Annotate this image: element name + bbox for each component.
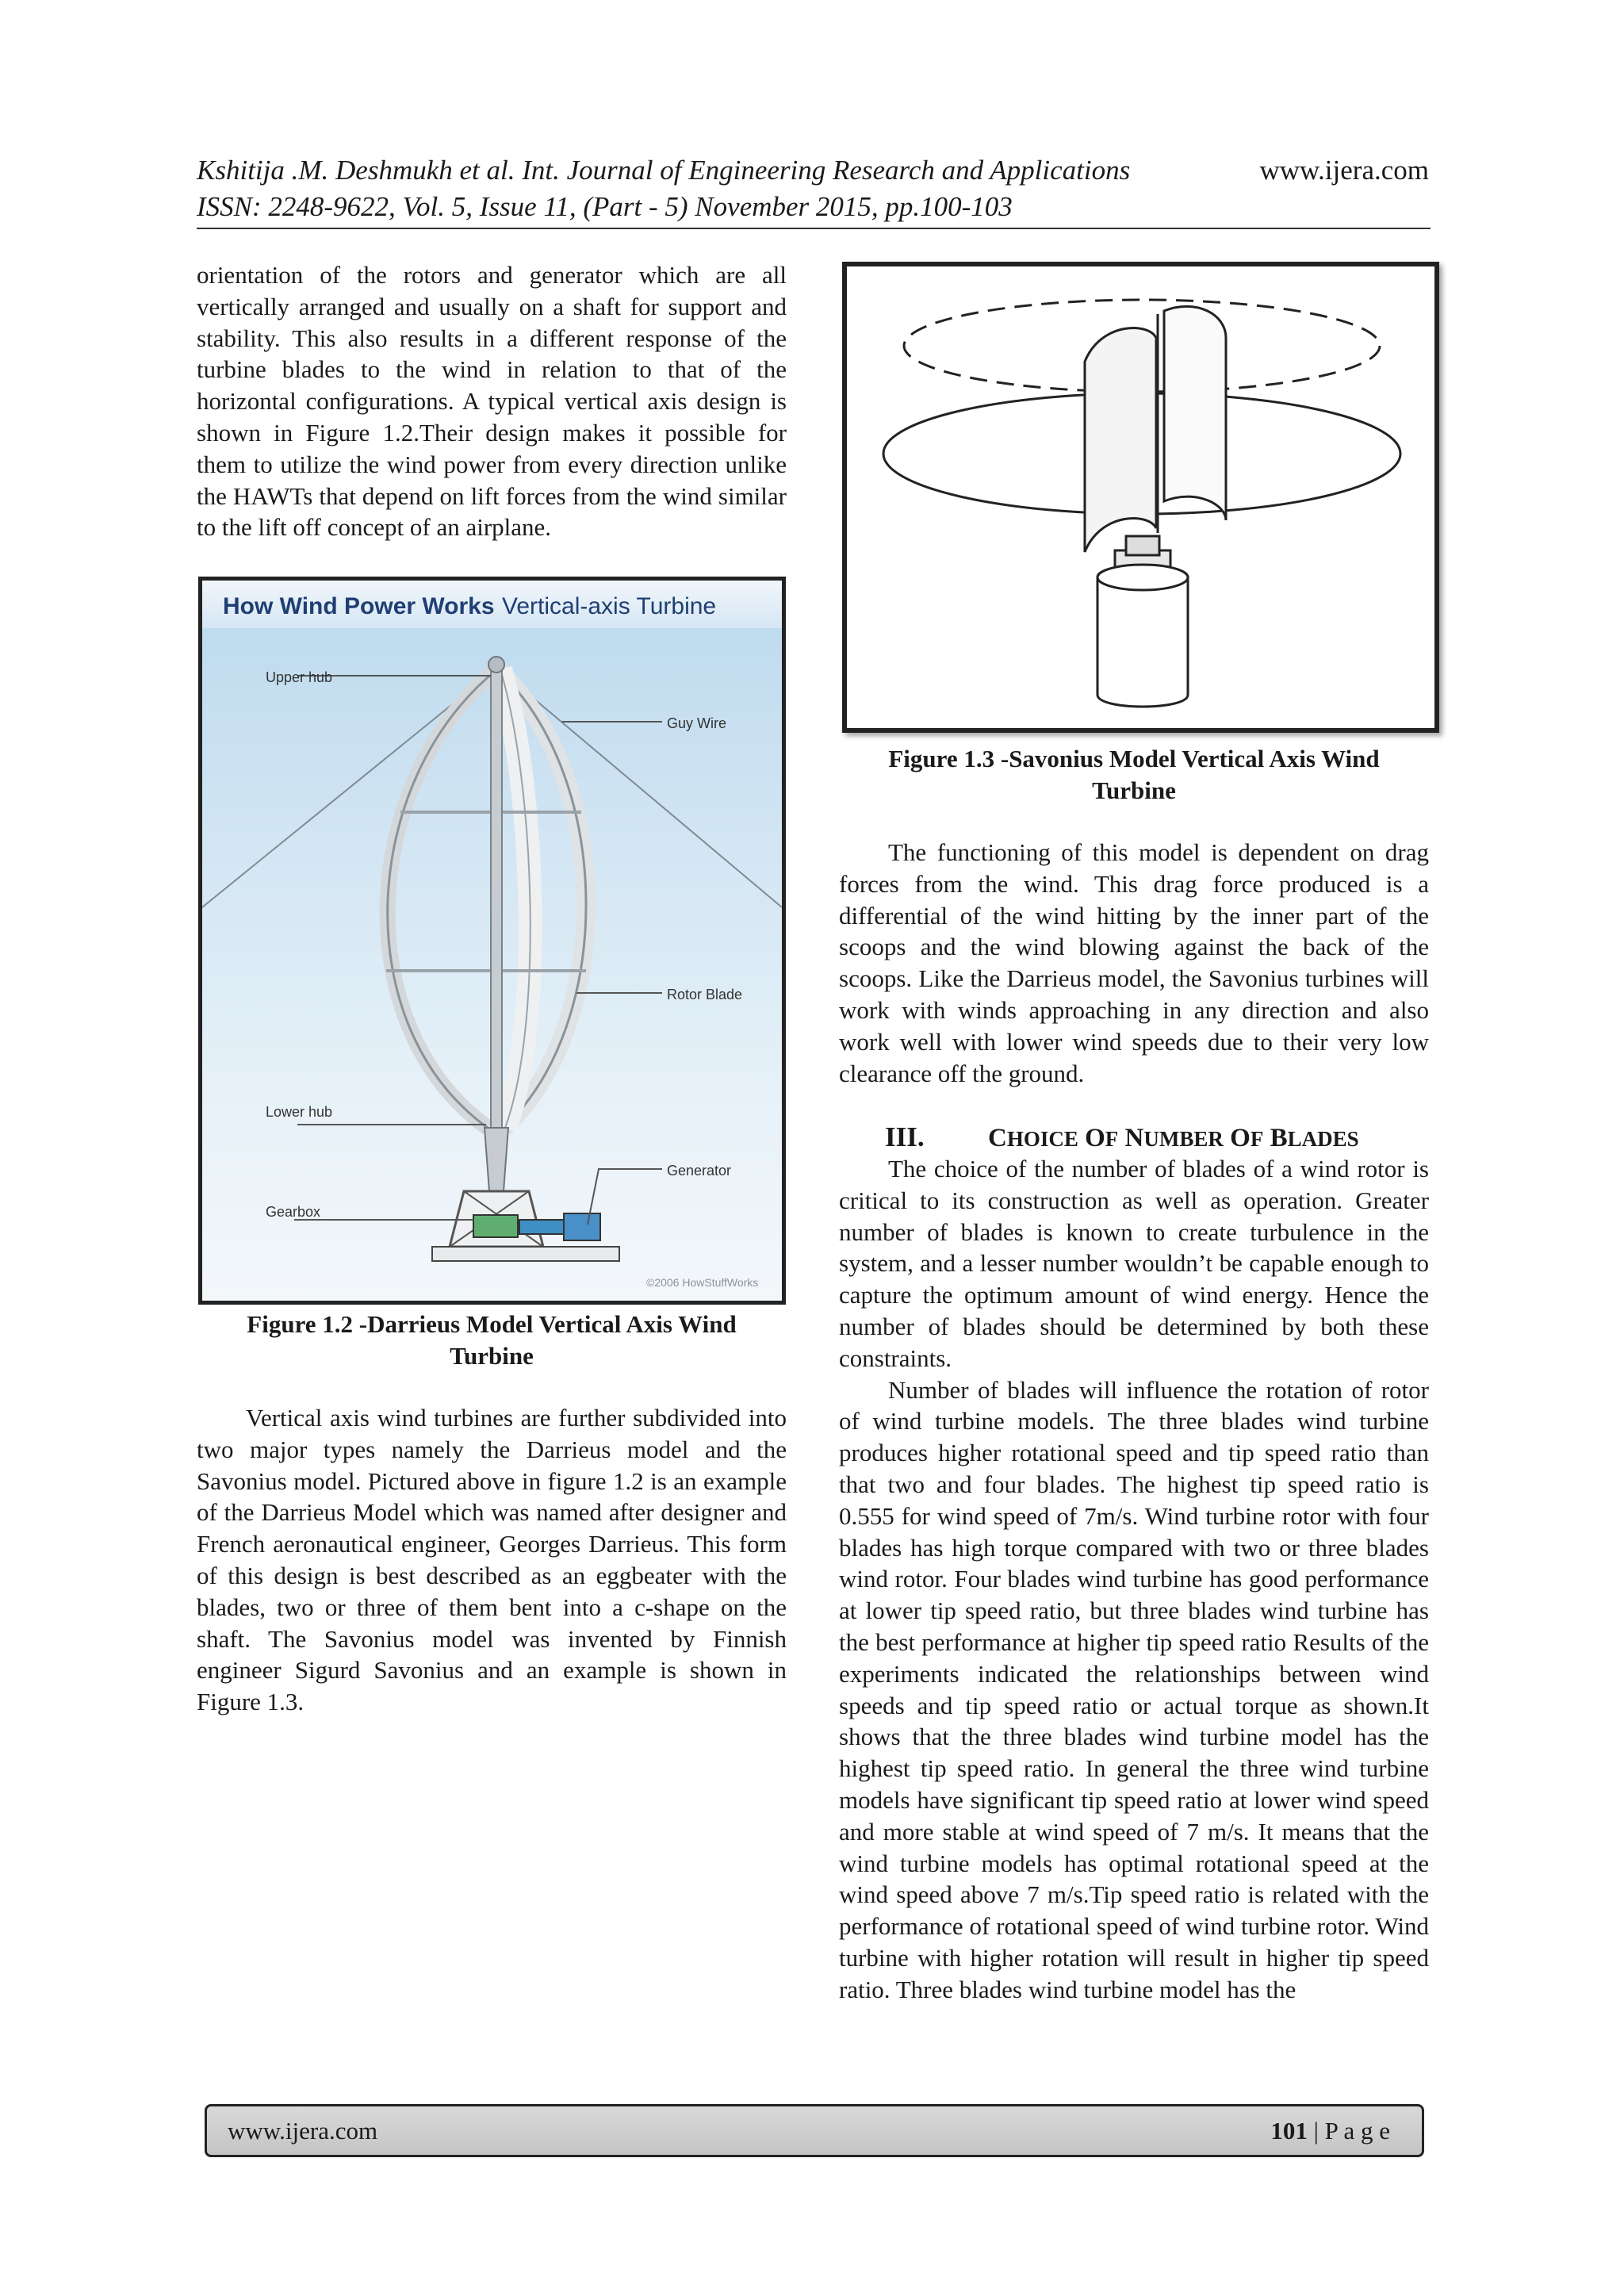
page-footer: [205, 2104, 1424, 2157]
running-header: [197, 152, 1429, 225]
figure-copyright: ©2006 HowStuffWorks: [646, 1276, 759, 1289]
page-label: | P a g e: [1307, 2117, 1390, 2145]
label-gearbox: Gearbox: [266, 1204, 321, 1220]
heading-letter: N: [1124, 1124, 1144, 1152]
label-rotor-blade: Rotor Blade: [667, 987, 743, 1002]
header-divider: [197, 228, 1431, 229]
paragraph-vawt-types: Vertical axis wind turbines are further subdivided into two major types namely the Darrieus model and the Savonius model. Pictured above in figure 1.2 is an example of the Darrieus Model which was named after designer and French aeronautical engineer, Georges Darrieus. This form of this design is best described as an eggbeater with the blades, two or three of them bent into a c-shape on the shaft. The Savonius model was invented by Finnish engineer Sigurd Savonius and an example is shown in Figure 1.3.: [197, 1404, 787, 1716]
figure-banner-title: How Wind Power Works: [223, 593, 495, 619]
figure-1-3-caption: [839, 743, 1429, 807]
figure-darrieus-turbine: [198, 577, 786, 1305]
heading-letter: B: [1270, 1124, 1288, 1152]
right-column-savonius-text: [839, 837, 1429, 1089]
heading-letter: O: [1085, 1124, 1105, 1152]
heading-smallcaps: LADES: [1287, 1127, 1359, 1151]
page-number: 101: [1270, 2117, 1308, 2145]
heading-smallcaps: HOICE: [1006, 1127, 1078, 1151]
caption-line: Turbine: [450, 1341, 534, 1370]
section-heading-iii: [885, 1121, 1359, 1153]
heading-smallcaps: F: [1105, 1127, 1119, 1151]
caption-line: Figure 1.3 -Savonius Model Vertical Axis Wind: [888, 745, 1380, 772]
left-column-intro: [197, 259, 787, 543]
header-journal-line: [197, 152, 1429, 189]
caption-line: Figure 1.2 -Darrieus Model Vertical Axis Wind: [247, 1310, 737, 1338]
footer-page-number: [1270, 2106, 1390, 2155]
right-column-blades-text: [839, 1153, 1429, 2006]
savonius-illustration: [847, 266, 1434, 728]
heading-letter: O: [1230, 1124, 1251, 1152]
label-lower-hub: Lower hub: [266, 1104, 333, 1120]
label-guy-wire: Guy Wire: [667, 715, 727, 731]
heading-smallcaps: UMBER: [1143, 1127, 1224, 1151]
figure-banner-subtitle: Vertical-axis Turbine: [502, 593, 717, 619]
header-issn-line: ISSN: 2248-9622, Vol. 5, Issue 11, (Part - 5) November 2015, pp.100-103: [197, 191, 1013, 222]
section-number: III.: [885, 1121, 925, 1152]
left-column-body: [197, 1402, 787, 1718]
label-upper-hub: Upper hub: [266, 669, 333, 685]
paragraph-vawt-orientation: orientation of the rotors and generator which are all vertically arranged and usually on a shaft for support and stability. This also results in a different response of the turbine blades to the wind in relation to that of the horizontal configurations. A typical vertical axis design is shown in Figure 1.2.Their design makes it possible for them to utilize the wind power from every direction unlike the HAWTs that depend on lift forces from the wind similar to the lift off concept of an airplane.: [197, 261, 787, 542]
header-website-link[interactable]: www.ijera.com: [1259, 155, 1429, 186]
heading-letter: C: [988, 1124, 1007, 1152]
header-authors-journal: Kshitija .M. Deshmukh et al. Int. Journal of Engineering Research and Applications: [197, 155, 1131, 186]
figure-1-2-caption: [197, 1309, 787, 1372]
paragraph-drag-forces: The functioning of this model is dependent on drag forces from the wind. This drag force produced is a differential of the wind hitting by the inner part of the scoops and the wind blowing against the back of the scoops. Like the Darrieus model, the Savonius turbines will work with winds approaching in any direction and also work well with lower wind speeds due to their very low clearance off the ground.: [839, 838, 1429, 1087]
paragraph-choice-of-blades: The choice of the number of blades of a wind rotor is critical to its construction as well as operation. Greater number of blades is known to create turbulence in the system, and a lesser number wouldn’t be capable enough to capture the optimum amount of wind energy. Hence the number of blades should be determined by both these constraints.: [839, 1155, 1429, 1372]
footer-website-link[interactable]: www.ijera.com: [228, 2117, 378, 2145]
paragraph-blade-influence: Number of blades will influence the rotation of rotor of wind turbine models. The three blades wind turbine produces higher rotational speed and tip speed ratio than that two and four blades. The highest tip speed ratio is 0.555 for wind speed of 7m/s. Wind turbine rotor with four blades has high torque compared with two or three blades wind rotor. Four blades wind turbine has good performance at lower tip speed ratio, but three blades wind turbine has the best performance at higher tip speed ratio Results of the experiments indicated the relationships between wind speeds and tip speed ratio or actual torque as shown.It shows that the three blades wind turbine model has the highest tip speed ratio. In general the three wind turbine models have significant tip speed ratio at lower wind speed and more stable at wind speed of 7 m/s. It means that the wind turbine models has optimal rotational speed at the wind speed above 7 m/s.Tip speed ratio is related with the performance of rotational speed of wind turbine rotor. Wind turbine with higher rotation will result in higher tip speed ratio. Three blades wind turbine model has the: [839, 1375, 1429, 2003]
darrieus-illustration: [202, 581, 782, 1301]
figure-savonius-turbine: [842, 262, 1439, 733]
label-generator: Generator: [667, 1163, 732, 1179]
caption-line: Turbine: [1092, 776, 1176, 804]
heading-smallcaps: F: [1250, 1127, 1264, 1151]
